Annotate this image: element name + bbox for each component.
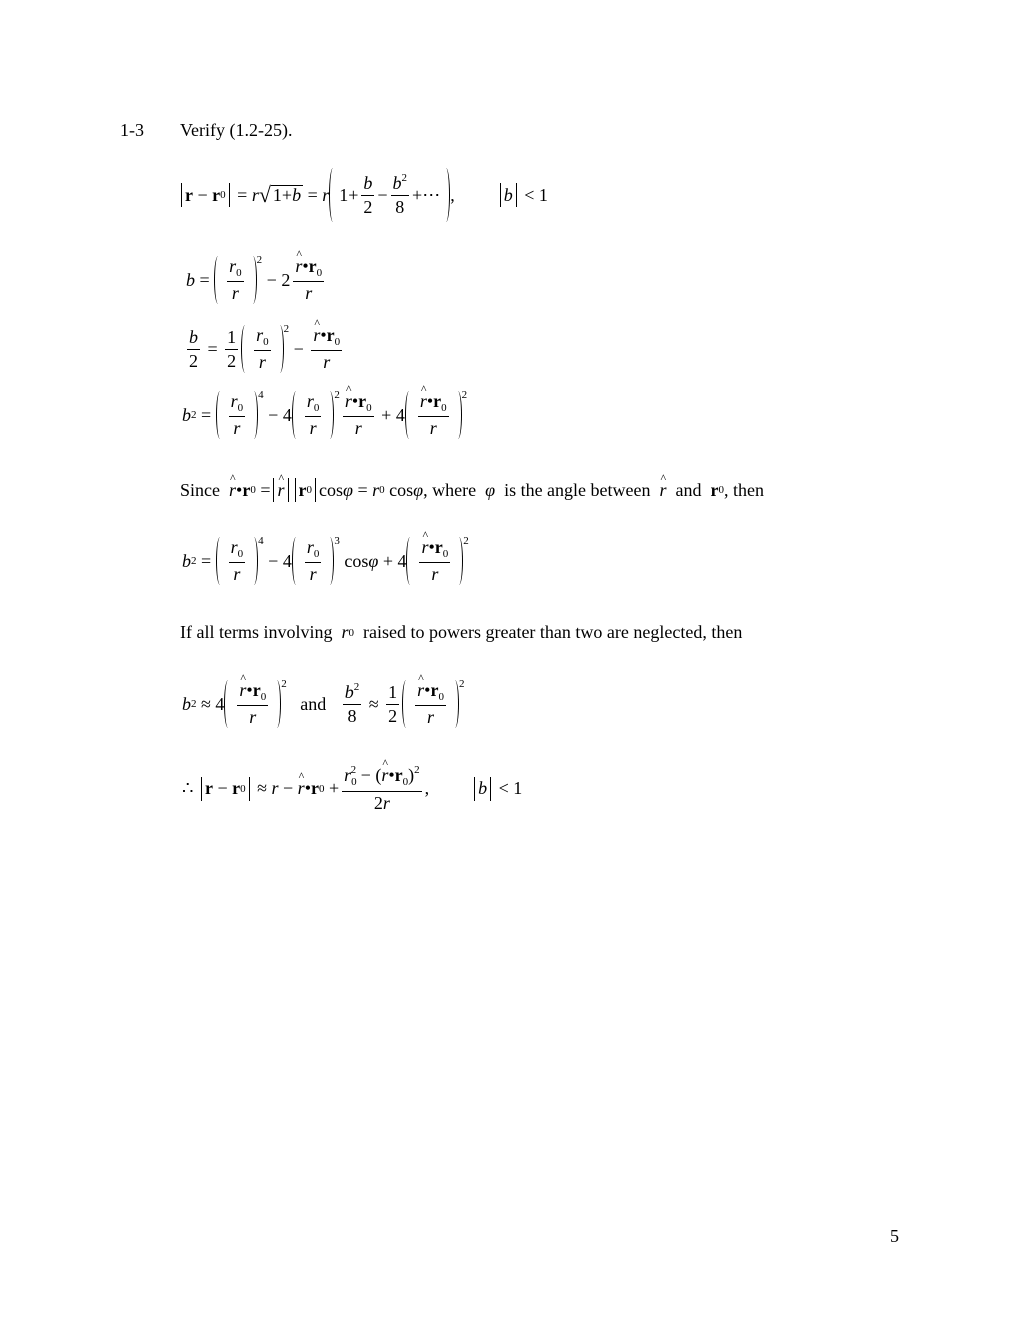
equation-b: b = $\frac{r_0}{r}$ 2 − 2 ^ $\frac{r•r_0}{r}$ <box>186 256 327 304</box>
since-text: Since <box>180 479 220 500</box>
equation-b-squared-cos: b 2 = $\frac{r_0}{r}$ 4 − 4 $\frac{r_0}{r}$ 3 cos φ + 4 ^ $\frac{r•r_0}{r}$ 2 <box>182 537 469 585</box>
equation-b-squared: b 2 = $\frac{r_0}{r}$ 4 − 4 $\frac{r_0}{r}$ 2 ^ $\frac{r•r_0}{r}$ + 4 ^ $\frac{r•r_0}{r}$ 2 <box>182 391 467 439</box>
page-number: 5 <box>890 1226 899 1246</box>
equation-approx: b 2 ≈ 4 ^ $\frac{r•r_0}{r}$ 2 and $\frac{b^2}{8}$ ≈ $\frac{1}{2}$ ^ $\frac{r•r_0}{r}$ 2 <box>182 680 464 728</box>
then-text: , then <box>724 479 765 500</box>
equation-result: ∴ r − r 0 ≈ r − ^ r • r 0 + $\frac{r_0^2 - (\^{} r•r_0)^2}{2r}$ , b < 1 <box>182 765 522 812</box>
since-statement: Since ^ r • r 0 = ^ r r 0 cos φ = r 0 cos φ , where φ is the angle between ^ r and r 0 , then <box>180 478 764 502</box>
problem-number: 1-3 <box>120 120 144 140</box>
problem-title: Verify (1.2-25). <box>180 120 293 140</box>
condition-b-lt-1: < 1 <box>524 184 548 205</box>
neglect-prefix: If all terms involving <box>180 622 333 642</box>
neglect-suffix: raised to powers greater than two are neglected, then <box>363 622 743 642</box>
condition-b-lt-1-final: < 1 <box>498 778 523 799</box>
and-word: and <box>300 693 327 714</box>
neglect-statement: If all terms involving r 0 raised to powers greater than two are neglected, then <box>180 622 743 642</box>
where-text: , where <box>423 479 477 500</box>
equation-b-half: $\frac{b}{2}$ = $\frac{1}{2}$ $\frac{r_0}{r}$ 2 − ^ $\frac{r•r_0}{r}$ <box>184 325 345 373</box>
equation-expansion: r − r 0 = r √ 1+b = r 1+ $\frac{b}{2}$ − $\frac{b^2}{8}$ +⋯ , b < 1 <box>178 168 548 222</box>
and-text: and <box>675 479 702 500</box>
therefore-symbol: ∴ <box>182 778 194 799</box>
angle-text: is the angle between <box>504 479 651 500</box>
